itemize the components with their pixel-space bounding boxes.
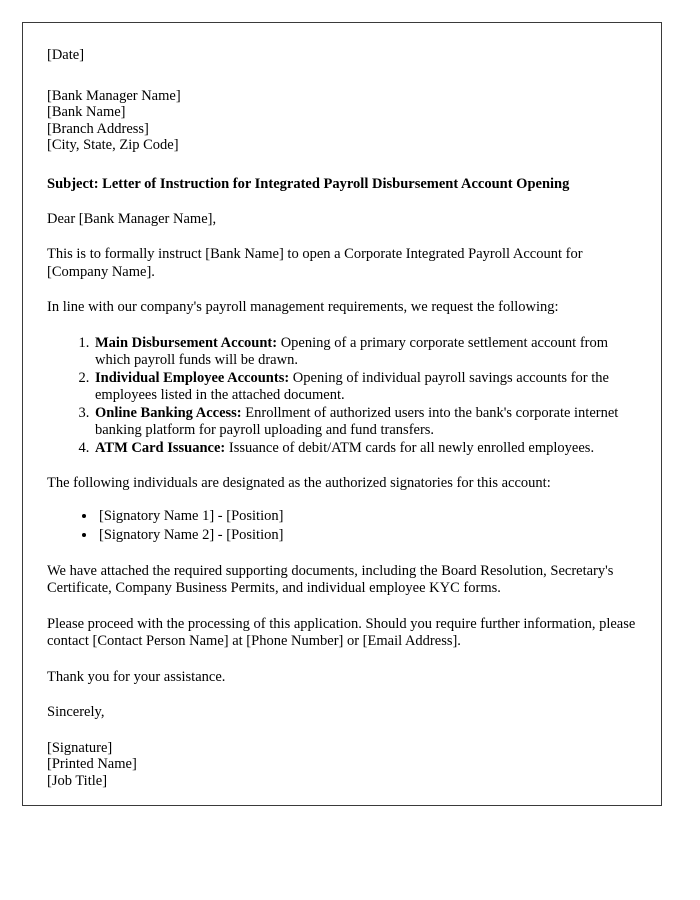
spacer-before-signatories xyxy=(47,493,637,507)
recipient-address-line: [Bank Name] xyxy=(47,104,126,120)
spacer-after-signatories xyxy=(47,545,637,563)
thanks-paragraph: Thank you for your assistance. xyxy=(47,668,226,685)
date-placeholder: [Date] xyxy=(47,47,85,63)
signatories-lead-in: The following individuals are designated as the authorized signatories for this account: xyxy=(47,475,551,491)
recipient-address-line: [Branch Address] xyxy=(47,120,149,137)
recipient-address-line: [Bank Manager Name] xyxy=(47,87,181,104)
signature-line: [Signature] xyxy=(47,739,113,756)
letter-page xyxy=(22,22,662,806)
request-body: Issuance of debit/ATM cards for all newly enrolled employees. xyxy=(225,439,595,456)
spacer-after-subject xyxy=(47,193,637,211)
recipient-address-block xyxy=(47,88,637,154)
spacer-after-salutation xyxy=(47,228,637,246)
printed-name-line: [Printed Name] xyxy=(47,756,137,772)
spacer-after-processing xyxy=(47,651,637,669)
request-title: Individual Employee Accounts: xyxy=(95,369,290,386)
list-item xyxy=(93,370,637,405)
request-body: Enrollment of authorized users into the bank's corporate internet banking platform for payroll uploading and fund transfers. xyxy=(95,404,619,438)
job-title-line: [Job Title] xyxy=(47,772,108,789)
subject-line: Subject: Letter of Instruction for Integrated Payroll Disbursement Account Opening xyxy=(47,175,570,192)
request-title: Online Banking Access: xyxy=(95,404,242,421)
list-item: • [Signatory Name 1] - [Position] xyxy=(97,507,637,526)
request-body: Opening of individual payroll savings accounts for the employees listed in the attached document. xyxy=(95,369,609,403)
spacer-after-date xyxy=(47,64,637,88)
processing-paragraph: Please proceed with the processing of this application. Should you require further information, please contact [Contact Person Name] at [Phone Number] or [Email Address]. xyxy=(47,615,636,649)
spacer-after-address xyxy=(47,154,637,176)
intro-paragraph: This is to formally instruct [Bank Name] to open a Corporate Integrated Payroll Account for [Company Name]. xyxy=(47,246,583,280)
list-item: • [Signatory Name 2] - [Position] xyxy=(97,526,637,545)
spacer-after-attachments xyxy=(47,598,637,616)
spacer-before-requests xyxy=(47,317,637,335)
spacer-after-intro xyxy=(47,281,637,299)
spacer-after-requests xyxy=(47,457,637,475)
request-title: ATM Card Issuance: xyxy=(95,439,226,456)
list-item xyxy=(93,405,637,440)
signature-block xyxy=(47,740,637,790)
spacer-after-closing xyxy=(47,722,637,740)
salutation: Dear [Bank Manager Name], xyxy=(47,210,217,227)
letter-body xyxy=(23,23,661,789)
closing-salutation: Sincerely, xyxy=(47,704,105,720)
recipient-address-line: [City, State, Zip Code] xyxy=(47,137,179,153)
requests-lead-in: In line with our company's payroll management requirements, we request the following: xyxy=(47,299,559,315)
attachments-paragraph: We have attached the required supporting documents, including the Board Resolution, Secretary's Certificate, Company Business Permits, and individual employee KYC forms. xyxy=(47,562,614,596)
list-item xyxy=(93,335,637,370)
requests-list xyxy=(47,335,637,458)
spacer-after-thanks xyxy=(47,686,637,704)
list-item xyxy=(93,440,637,458)
signatories-list xyxy=(47,507,637,545)
request-body: Opening of a primary corporate settlement account from which payroll funds will be drawn. xyxy=(95,334,609,368)
request-title: Main Disbursement Account: xyxy=(95,334,278,351)
